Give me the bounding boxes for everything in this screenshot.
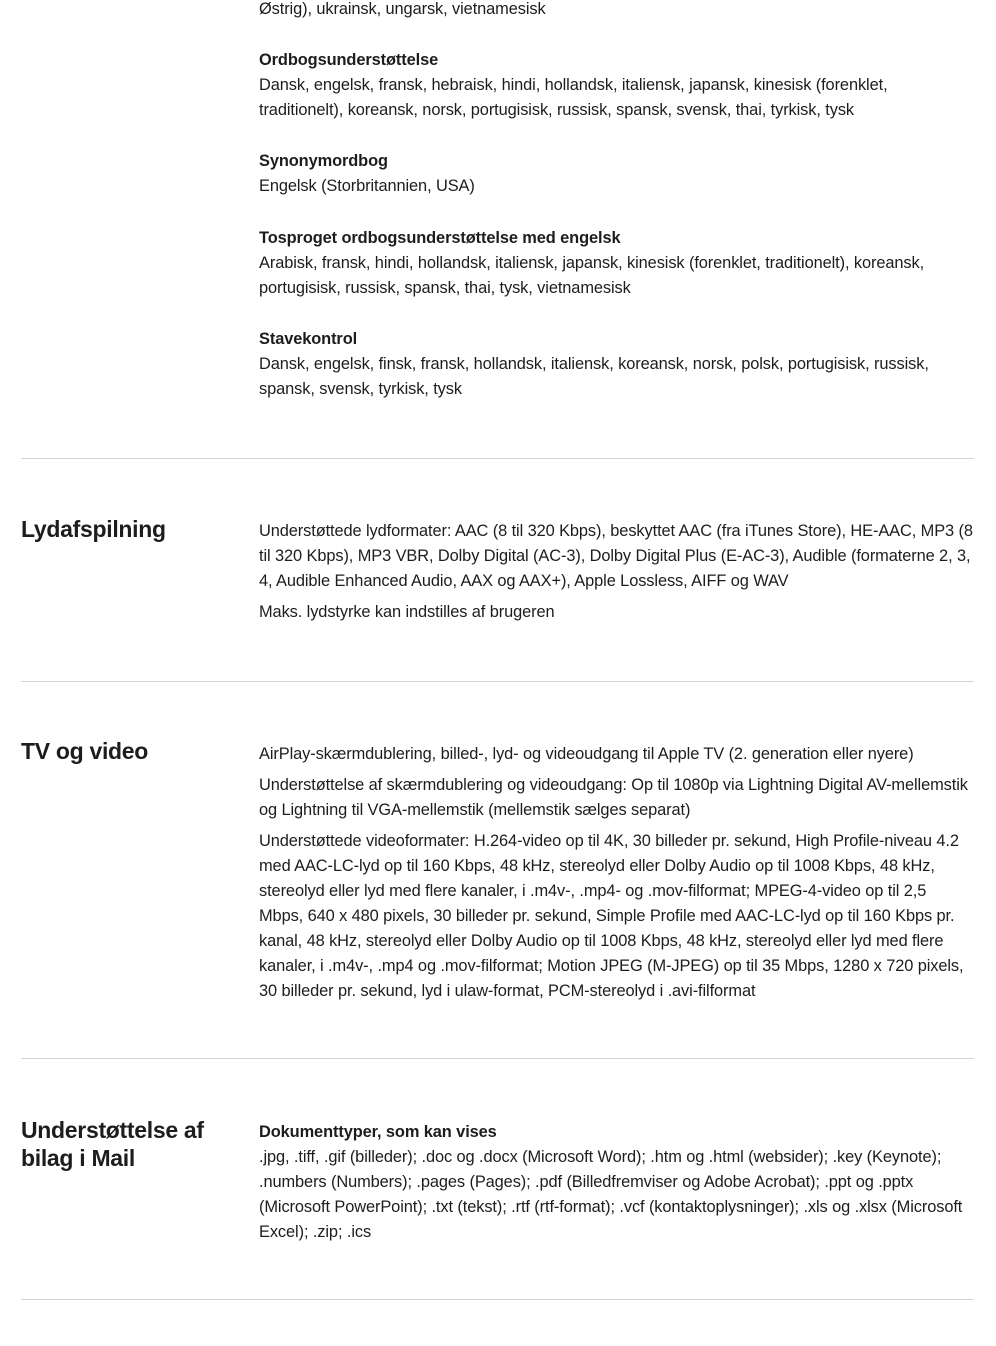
tv-video-formats: Understøttede videoformater: H.264-video op til 4K, 30 billeder pr. sekund, High Profile-niveau 4.2 med AAC-LC-lyd op til 160 Kbps, 48 kHz, stereolyd eller Dolby Audio op til 1008 Kbps, 48 kHz, stereolyd eller lyd med flere kanaler, i .m4v-, .mp4- og .mov-filformat; MPEG-4-video op til 2,5 Mbps, 640 x 480 pixels, 30 billeder pr. sekund, Simple Profile med AAC-LC-lyd op til 160 Kbps pr. kanal, 48 kHz, stereolyd eller Dolby Audio op til 1008 Kbps, 48 kHz, stereolyd eller lyd med flere kanaler, i .m4v-, .mp4 og .mov-filformat; Motion JPEG (M-JPEG) op til 35 Mbps, 1280 x 720 pixels, 30 billeder pr. sekund, lyd i ulaw-format, PCM-stereolyd i .avi-filformat <box>259 832 964 1000</box>
bilingual-group <box>259 226 974 301</box>
mail-doc-title: Dokumenttyper, som kan vises <box>259 1123 497 1141</box>
languages-tail <box>259 0 974 22</box>
bilingual-text: Arabisk, fransk, hindi, hollandsk, italiensk, japansk, kinesisk (forenklet, traditionelt), koreansk, portugisisk, russisk, spansk, thai, tysk, vietnamesisk <box>259 254 925 297</box>
audio-volume: Maks. lydstyrke kan indstilles af brugeren <box>259 603 555 621</box>
mail-section-content <box>259 1120 974 1245</box>
dictionary-text: Dansk, engelsk, fransk, hebraisk, hindi, hollandsk, italiensk, japansk, kinesisk (forenklet, traditionelt), koreansk, norsk, portugisisk, russisk, spansk, svensk, thai, tyrkisk, tysk <box>259 76 888 119</box>
dictionary-group <box>259 48 974 123</box>
tv-section-title: TV og video <box>21 738 149 764</box>
audio-section-title: Lydafspilning <box>21 516 166 542</box>
section-divider <box>21 1299 974 1300</box>
mail-section-title: Understøttelse af bilag i Mail <box>21 1117 204 1171</box>
mail-doc-text: .jpg, .tiff, .gif (billeder); .doc og .docx (Microsoft Word); .htm og .html (websider); .key (Keynote); .numbers (Numbers); .pages (Pages); .pdf (Billedfremviser og Adobe Acrobat); .ppt og .pptx (Microsoft PowerPoint); .txt (tekst); .rtf (rtf-format); .vcf (kontaktoplysninger); .xls og .xlsx (Microsoft Excel); .zip; .ics <box>259 1148 963 1241</box>
bilingual-title: Tosproget ordbogsunderstøttelse med engelsk <box>259 229 621 247</box>
audio-formats: Understøttede lydformater: AAC (8 til 320 Kbps), beskyttet AAC (fra iTunes Store), HE-AAC, MP3 (8 til 320 Kbps), MP3 VBR, Dolby Digital (AC-3), Dolby Digital Plus (E-AC-3), Audible (formaterne 2, 3, 4, Audible Enhanced Audio, AAX og AAX+), Apple Lossless, AIFF og WAV <box>259 522 973 590</box>
spellcheck-group <box>259 327 974 402</box>
thesaurus-text: Engelsk (Storbritannien, USA) <box>259 177 475 195</box>
thesaurus-group <box>259 149 974 199</box>
languages-tail-text: Østrig), ukrainsk, ungarsk, vietnamesisk <box>259 0 546 18</box>
spellcheck-title: Stavekontrol <box>259 330 358 348</box>
tv-mirroring: Understøttelse af skærmdublering og videoudgang: Op til 1080p via Lightning Digital AV-mellemstik og Lightning til VGA-mellemstik (mellemstik sælges separat) <box>259 776 968 819</box>
audio-section-content <box>259 519 974 631</box>
thesaurus-title: Synonymordbog <box>259 152 388 170</box>
tv-airplay: AirPlay-skærmdublering, billed-, lyd- og videoudgang til Apple TV (2. generation eller nyere) <box>259 745 914 763</box>
dictionary-title: Ordbogsunderstøttelse <box>259 51 439 69</box>
section-divider <box>21 681 974 682</box>
spellcheck-text: Dansk, engelsk, finsk, fransk, hollandsk, italiensk, koreansk, norsk, polsk, portugisisk, russisk, spansk, svensk, tyrkisk, tysk <box>259 355 929 398</box>
section-divider <box>21 1058 974 1059</box>
tv-section-content <box>259 742 974 1010</box>
section-divider <box>21 458 974 459</box>
